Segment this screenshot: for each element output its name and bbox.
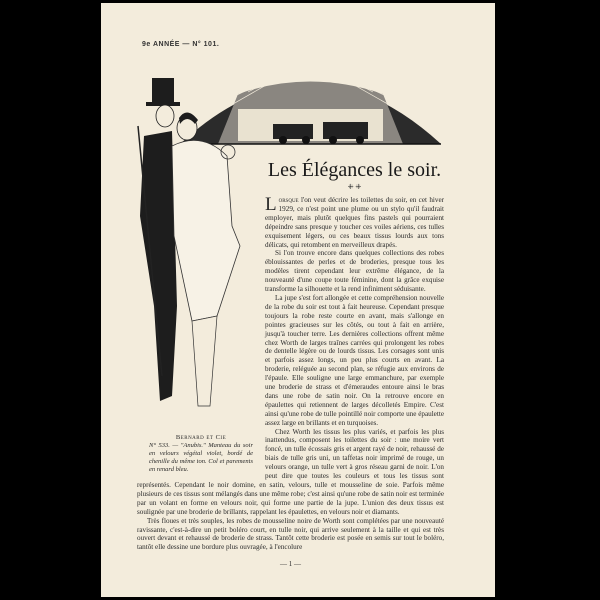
paragraph: Si l'on trouve encore dans quelques collections des robes éblouissantes de perles et de broderies, presque tous les modèles tirent cependant leur extrême élégance, de la nouveauté d'une coupe toute féminine, dont la grâce exquise transforme la silhouette et la rend infiniment séduisante. (265, 249, 444, 294)
title-ornament: ⁜ ⁜ (347, 183, 362, 191)
page-number: — 1 — (280, 560, 301, 569)
drop-cap: L (265, 194, 277, 215)
caption-credit: Bernard et Cie (175, 434, 227, 441)
illustration-area (137, 158, 257, 474)
paragraph: La jupe s'est fort allongée et cette compréhension nouvelle de la robe du soir est tout à fait heureuse. Cependant presque toujours la robe reste courte en avant, mais s'allonge en pointes gracieuses sur les côtés, ou tout à fait en arrière, jusqu'à toucher terre. Les dernières collections offrent même chez Worth de larges traînes carrées qui prolongent les robes de dentelle légère ou de lourds tissus. Les corsages sont unis et parfois assez longs, un peu plus courts en avant. La broderie, reléguée au second plan, se réfugie aux environs de l'épaule. Elle souligne une large emmanchure, par exemple une broderie de strass et d'émeraudes entoure ainsi le bras dans une robe de satin noir. On la retrouve encore en épaulettes qui retiennent de larges décolletés Empire. C'est ainsi qu'une robe de tulle pointillé noir comporte une épaulette assez large en brillants et en turquoises. (265, 293, 444, 427)
issue-header: 9e ANNÉE — N° 101. (142, 41, 220, 48)
paragraph-text: l'on veut décrire les toilettes du soir, en cet hiver 1929, ce n'est point une plume ou un stylo qu'il faudrait employer, mais plutôt quelques fins pastels qui pourraient dépeindre sans presque y toucher ces voiles aériens, ces tulles exquisement légers, ou ces beaux tissus lourds aux tons délicats, qui retombent en merveilleux drapés. (265, 196, 444, 249)
lead-word: orsque (278, 196, 299, 204)
illustration-caption (149, 434, 253, 474)
article-title: Les Élégances le soir. (267, 159, 442, 181)
article-body (137, 158, 444, 569)
paragraph: Très floues et très souples, les robes de mousseline noire de Worth sont complétées par une nouveauté ravissante, c'est-à-dire un petit boléro court, en tulle noir, qui arrive seulement à la taille et qui est très ouvert devant et rehaussé de broderie de strass. Tantôt cette broderie est posée en semis sur tout le boléro, tantôt elle dessine une bordure plus ouvragée, à l'encolure (137, 516, 444, 552)
caption-description: N° 533. — "Anubis." Manteau du soir en velours végétal violet, bordé de chenille du même ton. Col et parements en renard bleu. (149, 442, 253, 473)
paragraph-text: soie. Parfois même plusieurs de ces tissus sont mélangés dans une même robe; c'est ainsi qu'une robe de satin noir est terminée par un volant en forme en velours noir, qui forme une partie de la jupe. L'union des deux tissus est soulignée par une broderie de brillants, rappelant les épaulettes, en velours noir et diamants. (137, 481, 444, 516)
paragraph-text: Chez Worth les tissus les plus variés, et parfois les plus inattendus, composent les toilettes du soir : une moire vert foncé, un tulle écossais gris et argent rayé de noir, rehaussé de biais de tulle gris uni, un taffetas noir imprimé de rouge, un velours orange, un tulle vert à gros réseau garni de noir. L'on peut dire que toutes les couleurs et tous les tissus sont représentés. Cependant le noir domine, en satin, velours, tulle et mousseline de (137, 427, 444, 489)
